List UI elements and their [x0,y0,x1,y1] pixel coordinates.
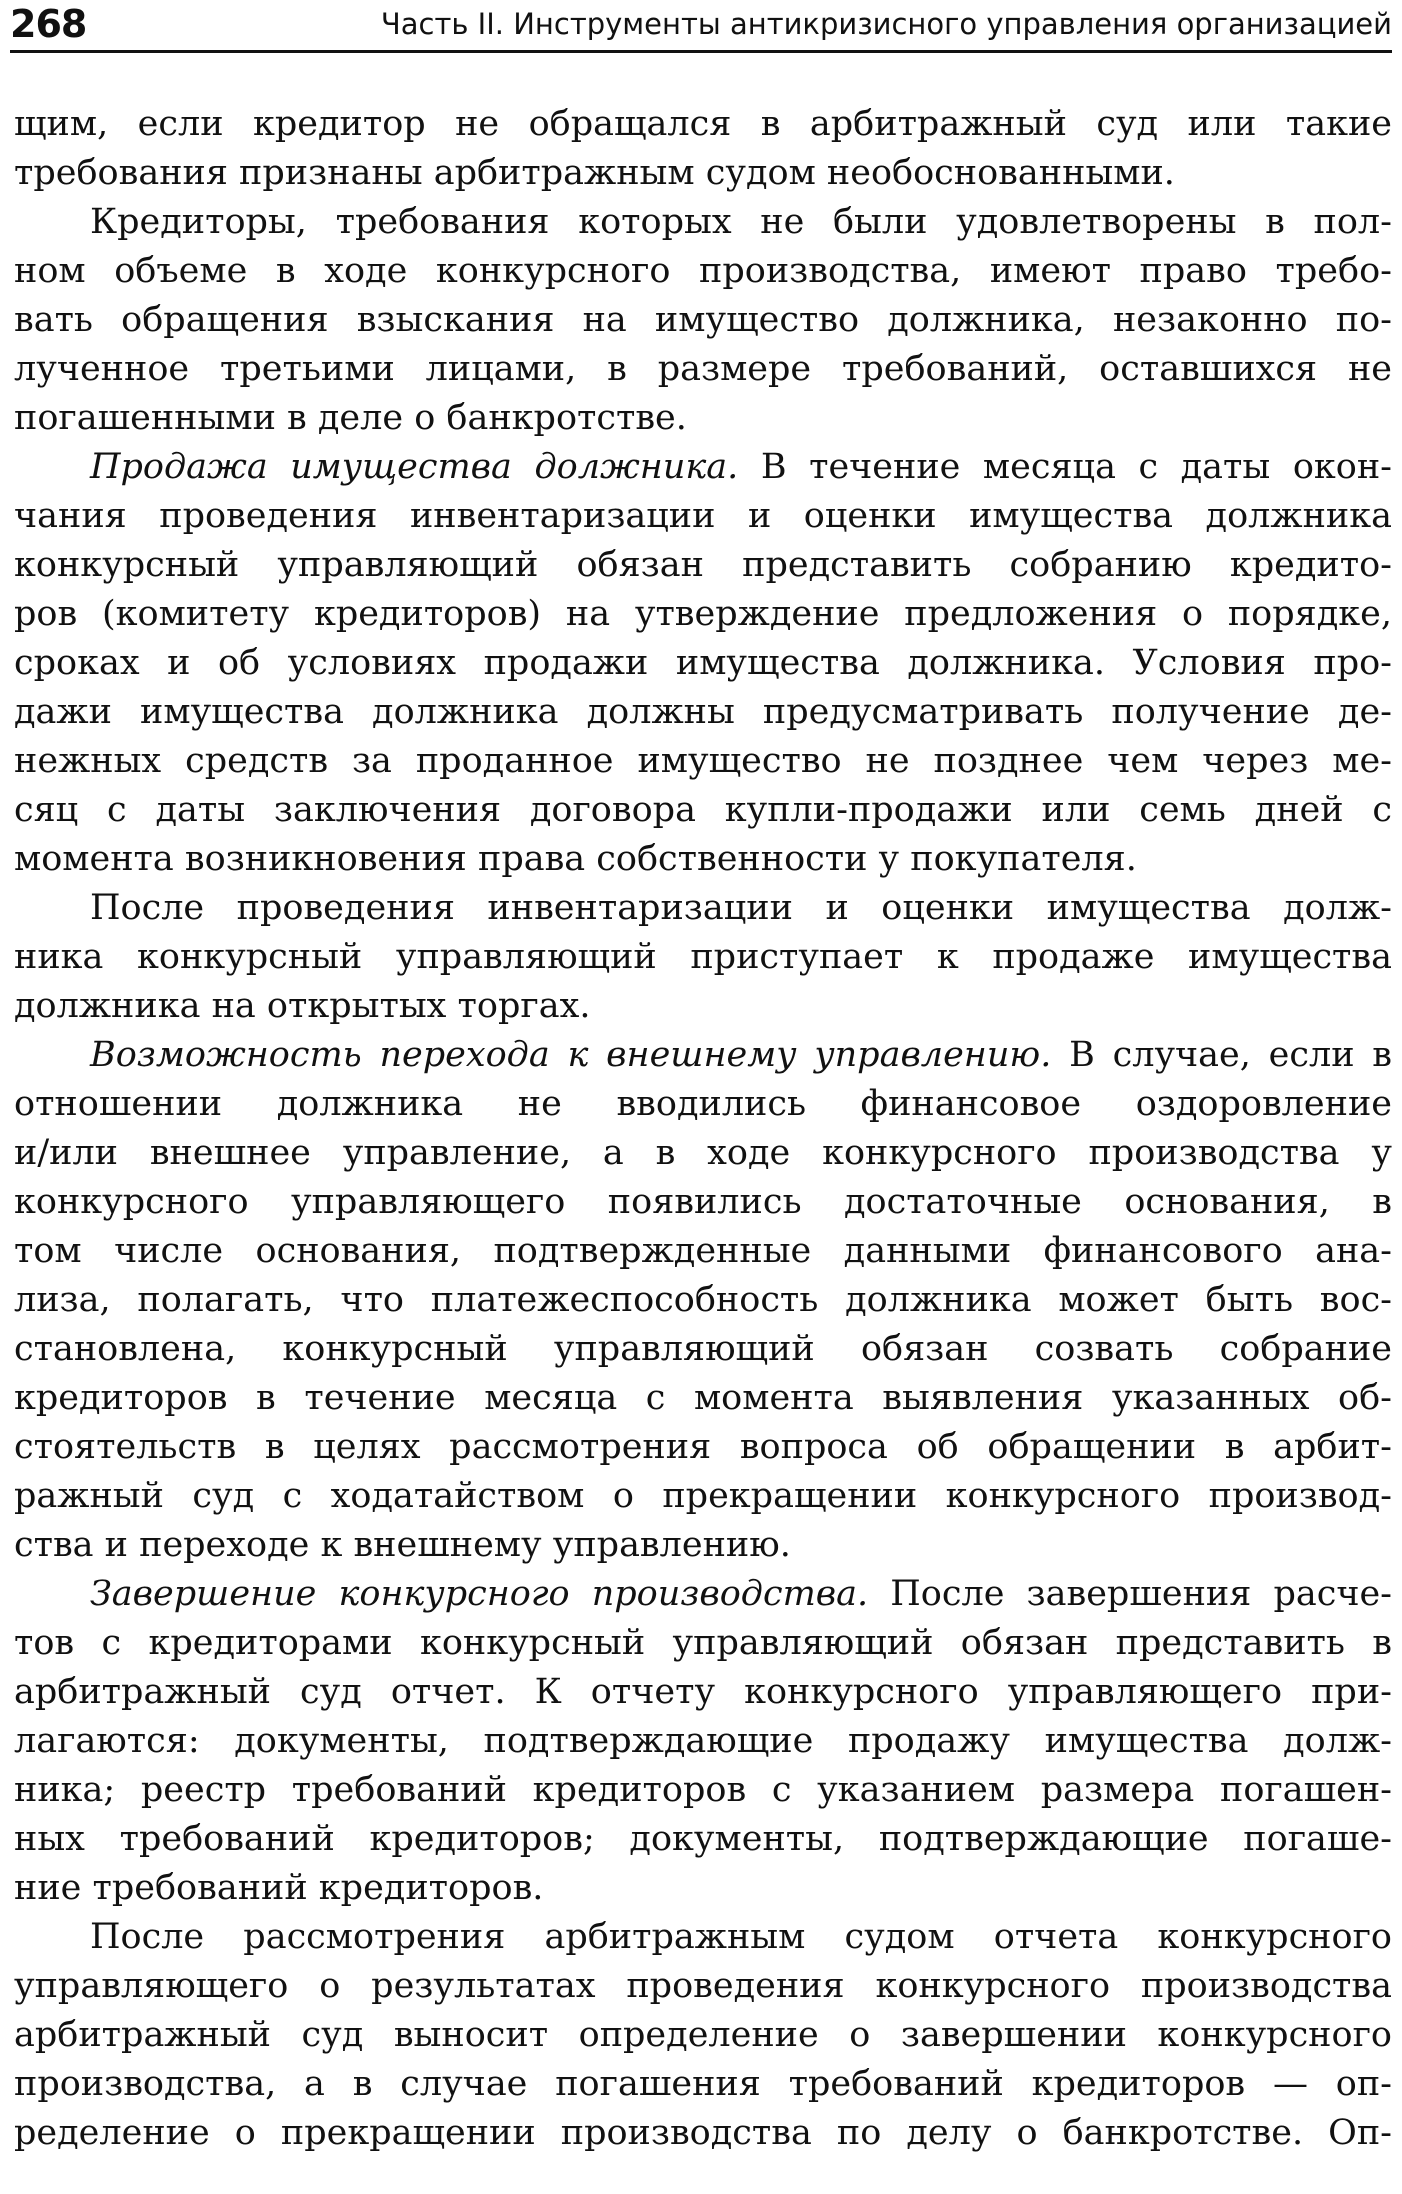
text-line: тов с кредиторами конкурсный управляющий обязан представить в [14,1623,1392,1663]
paragraph-start-line: После проведения инвентаризации и оценки имущества долж- [90,888,1392,928]
text-line: арбитражный суд отчет. К отчету конкурсного управляющего при- [14,1672,1392,1712]
run-in-heading: Продажа имущества должника. [90,447,739,487]
paragraph-start-line: Завершение конкурсного производства. После завершения расче- [90,1574,1392,1614]
text-line: конкурсного управляющего появились достаточные основания, в [14,1182,1392,1222]
text-line: и/или внешнее управление, а в ходе конкурсного производства у [14,1133,1392,1173]
paragraph-start-line: Возможность перехода к внешнему управлению. В случае, если в [90,1035,1392,1075]
paragraph-start-line: После рассмотрения арбитражным судом отчета конкурсного [90,1917,1392,1957]
text-line: производства, а в случае погашения требований кредиторов — оп- [14,2064,1392,2104]
text-line: отношении должника не вводились финансовое оздоровление [14,1084,1392,1124]
text-line: лученное третьими лицами, в размере требований, оставшихся не [14,349,1392,389]
text-line: погашенными в деле о банкротстве. [14,398,687,438]
text-line: управляющего о результатах проведения конкурсного производства [14,1966,1392,2006]
text-line: лагаются: документы, подтверждающие продажу имущества долж- [14,1721,1392,1761]
header-rule [10,50,1392,53]
text-line: ника; реестр требований кредиторов с указанием размера погашен- [14,1770,1392,1810]
text-line: кредиторов в течение месяца с момента выявления указанных об- [14,1378,1392,1418]
running-title: Часть II. Инструменты антикризисного управления организацией [380,7,1392,41]
run-in-heading: Завершение конкурсного производства. [90,1574,869,1614]
paragraph-start-line: Продажа имущества должника. В течение месяца с даты окон- [90,447,1392,487]
text-line: стоятельств в целях рассмотрения вопроса об обращении в арбит- [14,1427,1392,1467]
text-line: конкурсный управляющий обязан представить собранию кредито- [14,545,1392,585]
text-line: сяц с даты заключения договора купли-продажи или семь дней с [14,790,1392,830]
text-line: дажи имущества должника должны предусматривать получение де- [14,692,1392,732]
run-in-heading: Возможность перехода к внешнему управлению. [90,1035,1052,1075]
text-line: ределение о прекращении производства по делу о банкротстве. Оп- [14,2113,1392,2153]
text-line: ражный суд с ходатайством о прекращении конкурсного производ- [14,1476,1392,1516]
text-line: ном объеме в ходе конкурсного производства, имеют право требо- [14,251,1392,291]
text-line: становлена, конкурсный управляющий обязан созвать собрание [14,1329,1392,1369]
text-line: нежных средств за проданное имущество не позднее чем через ме- [14,741,1392,781]
text-line: щим, если кредитор не обращался в арбитражный суд или такие [14,104,1392,144]
text-line: арбитражный суд выносит определение о завершении конкурсного [14,2015,1392,2055]
paragraph-start-line: Кредиторы, требования которых не были удовлетворены в пол- [90,202,1392,242]
text-line: требования признаны арбитражным судом необоснованными. [14,153,1175,193]
text-line: момента возникновения права собственности у покупателя. [14,839,1137,879]
text-line: должника на открытых торгах. [14,986,591,1026]
page-number: 268 [10,2,87,46]
text-line: ров (комитету кредиторов) на утверждение предложения о порядке, [14,594,1392,634]
running-head [10,0,1392,56]
text-line: ние требований кредиторов. [14,1868,544,1908]
text-line: сроках и об условиях продажи имущества должника. Условия про- [14,643,1392,683]
body-text [14,100,1392,2158]
text-line: чания проведения инвентаризации и оценки имущества должника [14,496,1392,536]
text-line: том числе основания, подтвержденные данными финансового ана- [14,1231,1392,1271]
text-line: ных требований кредиторов; документы, подтверждающие погаше- [14,1819,1392,1859]
text-line: вать обращения взыскания на имущество должника, незаконно по- [14,300,1392,340]
text-line: ника конкурсный управляющий приступает к продаже имущества [14,937,1392,977]
text-line: лиза, полагать, что платежеспособность должника может быть вос- [14,1280,1392,1320]
text-line: ства и переходе к внешнему управлению. [14,1525,791,1565]
